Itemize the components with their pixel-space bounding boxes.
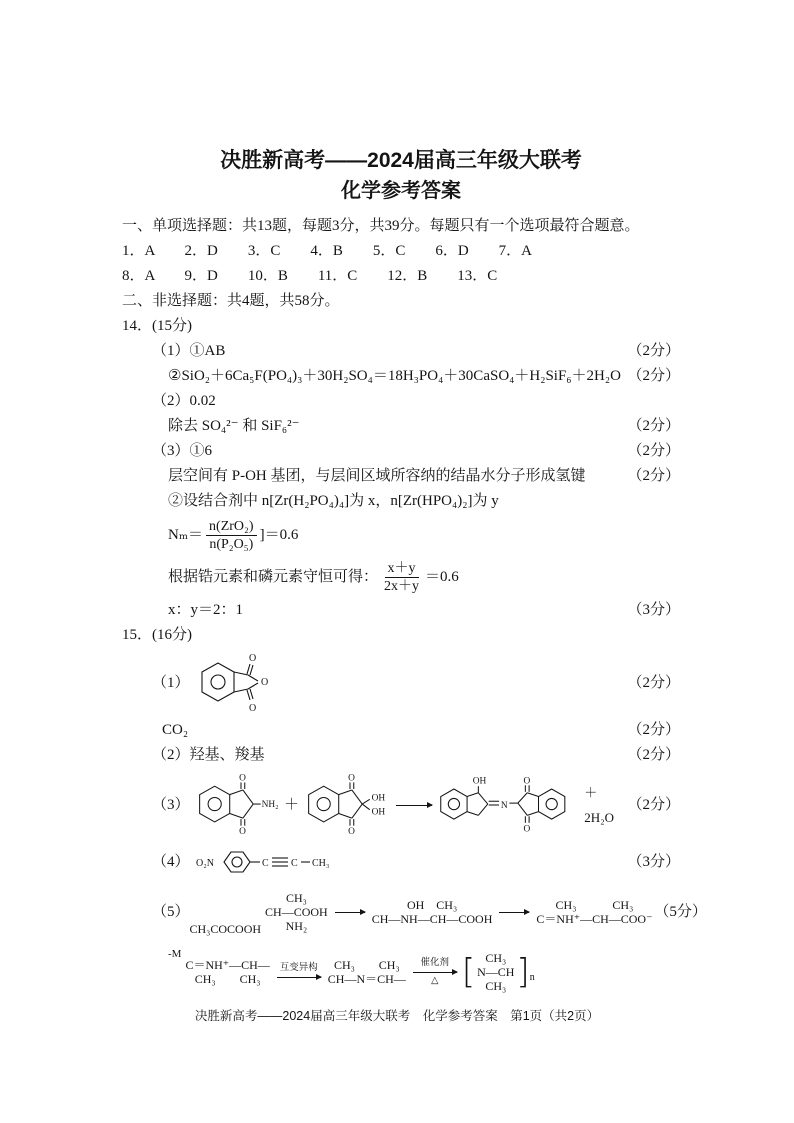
score-badge: （2分） xyxy=(627,722,680,738)
formula-lhs: Nₘ＝ xyxy=(168,526,204,543)
fraction-numerator: x＋y xyxy=(385,560,419,578)
section1-heading-text: 一、单项选择题：共13题，每题3分，共39分。每题只有一个选项最符合题意。 xyxy=(122,218,640,234)
score-badge: （2分） xyxy=(627,343,680,359)
choice-answers-row1 xyxy=(122,239,680,264)
q14-answer-6 xyxy=(122,464,680,489)
answer-text: （1）①AB xyxy=(152,343,226,359)
fraction-numerator: n(ZrO₂) xyxy=(206,518,257,536)
fraction-denominator: n(P₂O₅) xyxy=(209,536,254,552)
oxygen-label: O xyxy=(348,827,355,838)
chemical-equation: ②SiO₂＋6Ca₅F(PO₄)₃＋30H₂SO₄＝18H₃PO₄＋30CaSO₄＋H₂SiF₆＋2H₂O xyxy=(168,368,621,384)
methyl-label: CH₃ xyxy=(311,858,329,869)
imine-fragment: CH₃ CH₃ CH—N＝CH— xyxy=(327,958,406,986)
choice-answers-row2-text: 8．A 9．D 10．B 11．C 12．B 13．C xyxy=(122,268,498,284)
score-badge: （2分） xyxy=(627,796,681,813)
q15-answer-4 xyxy=(122,842,680,882)
score-badge: （2分） xyxy=(627,674,680,691)
reaction-arrow xyxy=(499,909,529,916)
score-badge: （2分） xyxy=(627,468,680,484)
tautomerization-arrow: 互变异构 xyxy=(277,963,321,981)
q15-answer-2 xyxy=(122,743,680,768)
page-subtitle: 化学参考答案 xyxy=(341,180,461,202)
q14-answer-7 xyxy=(122,489,680,514)
formula-rhs: ]＝0.6 xyxy=(259,526,299,543)
q14-answer-2-equation xyxy=(122,364,680,389)
q14-answer-5 xyxy=(122,439,680,464)
oxygen-label: O xyxy=(348,773,355,784)
polymer-structure: [ CH₃ N—CH CH₃ ] n xyxy=(461,951,535,993)
score-badge: （3分） xyxy=(627,602,680,618)
oxygen-label: O xyxy=(248,703,256,714)
reaction-arrow xyxy=(396,802,432,809)
answer-text: （3）①6 xyxy=(152,443,213,459)
fraction-denominator: 2x＋y xyxy=(384,578,420,594)
carbon-label: C xyxy=(290,858,298,869)
plus-sign: ＋ xyxy=(283,796,299,813)
q14-formula-nm xyxy=(122,514,680,556)
section2-heading xyxy=(122,289,680,314)
fraction xyxy=(206,518,257,553)
choice-answers-row2 xyxy=(122,264,680,289)
q15-label: 15．(16分) xyxy=(122,627,192,643)
q14-answer-3 xyxy=(122,389,680,414)
water-byproduct-label: ＋ 2H₂O xyxy=(584,785,615,825)
nitro-group-label: O₂N xyxy=(195,858,214,869)
formula-lhs: 根据锆元素和磷元素守恒可得： xyxy=(168,568,379,585)
q14-answer-8 xyxy=(122,598,680,623)
section1-heading xyxy=(122,214,680,239)
q15-answer-3 xyxy=(122,768,680,842)
aminoindanedione-structure xyxy=(194,772,280,838)
q14-formula-conservation xyxy=(122,556,680,598)
minus-m-label: -M xyxy=(168,948,182,960)
alanine-structure: CH₃ CH—COOH NH₂ xyxy=(265,891,328,933)
oxygen-label: O xyxy=(248,653,256,664)
phthalic-anhydride-structure xyxy=(194,650,282,716)
score-badge: （2分） xyxy=(627,747,680,763)
iminium-intermediate: CH₃ CH₃ C＝NH⁺—CH—COO⁻ xyxy=(536,898,653,926)
score-badge: （5分） xyxy=(654,903,707,920)
answer-text: （2）0.02 xyxy=(152,393,216,409)
answer-text: x：y＝2：1 xyxy=(168,602,244,618)
ninhydrin-structure xyxy=(303,772,391,838)
q15-answer-5-row2 xyxy=(122,942,680,1002)
catalyst-arrow: 催化剂 △ xyxy=(413,958,457,987)
q15-answer-1b xyxy=(122,718,680,743)
answer-text: （2）羟基、羧基 xyxy=(152,747,265,763)
score-badge: （2分） xyxy=(627,443,680,459)
hydroxyl-label: OH xyxy=(371,807,386,818)
q14-answer-1 xyxy=(122,339,680,364)
condensation-product-structure xyxy=(437,772,580,838)
nitrogen-label: N xyxy=(501,800,509,811)
score-badge: （3分） xyxy=(627,853,680,870)
q15-answer-5-row1 xyxy=(122,882,707,942)
oxygen-label: O xyxy=(523,776,531,787)
answer-text: 层空间有 P-OH 基团，与层间区域所容纳的结晶水分子形成氢键 xyxy=(168,468,586,484)
pyruvic-acid-label: CH₃COCOOH xyxy=(189,922,262,936)
left-bracket: [ xyxy=(461,952,476,992)
q15-answer-1 xyxy=(122,648,680,718)
nitrophenyl-propyne-structure xyxy=(194,846,374,878)
page-footer: 决胜新高考——2024届高三年级大联考 化学参考答案 第1页（共2页） xyxy=(194,1009,600,1023)
item-label: （5） xyxy=(152,903,190,920)
answer-text: 除去 SO₄²⁻ 和 SiF₆²⁻ xyxy=(168,418,300,434)
oxygen-label: O xyxy=(260,677,268,688)
reaction-arrow xyxy=(335,909,365,916)
oxygen-label: O xyxy=(238,827,246,838)
hydroxyl-label: OH xyxy=(473,776,487,787)
amine-label: NH₂ xyxy=(261,799,278,810)
page-title: 决胜新高考——2024届高三年级大联考 xyxy=(220,149,582,172)
score-badge: （2分） xyxy=(627,368,680,384)
fraction xyxy=(381,560,422,595)
carbinolamine-intermediate: OH CH₃ CH—NH—CH—COOH xyxy=(371,898,493,926)
polymer-n-subscript: n xyxy=(529,972,535,983)
carbon-label: C xyxy=(261,858,269,869)
hydroxyl-label: OH xyxy=(371,793,386,804)
choice-answers-row1-text: 1．A 2．D 3．C 4．B 5．C 6．D 7．A xyxy=(122,243,533,259)
section2-heading-text: 二、非选择题：共4题，共58分。 xyxy=(122,293,340,309)
oxygen-label: O xyxy=(523,824,531,835)
oxygen-label: O xyxy=(238,773,246,784)
item-label: （3） xyxy=(152,796,190,813)
score-badge: （2分） xyxy=(627,418,680,434)
right-bracket: ] xyxy=(516,952,530,992)
item-label: （1） xyxy=(152,674,190,691)
formula-rhs: ＝0.6 xyxy=(425,568,459,585)
q14-answer-4 xyxy=(122,414,680,439)
answer-text: CO₂ xyxy=(162,722,189,738)
answer-text: ②设结合剂中 n[Zr(H₂PO₄)₄]为 x，n[Zr(HPO₄)₂]为 y xyxy=(168,493,499,509)
q14-label: 14．(15分) xyxy=(122,318,192,334)
item-label: （4） xyxy=(152,853,190,870)
iminium-fragment: C＝NH⁺—CH— CH₃ CH₃ xyxy=(185,958,270,986)
